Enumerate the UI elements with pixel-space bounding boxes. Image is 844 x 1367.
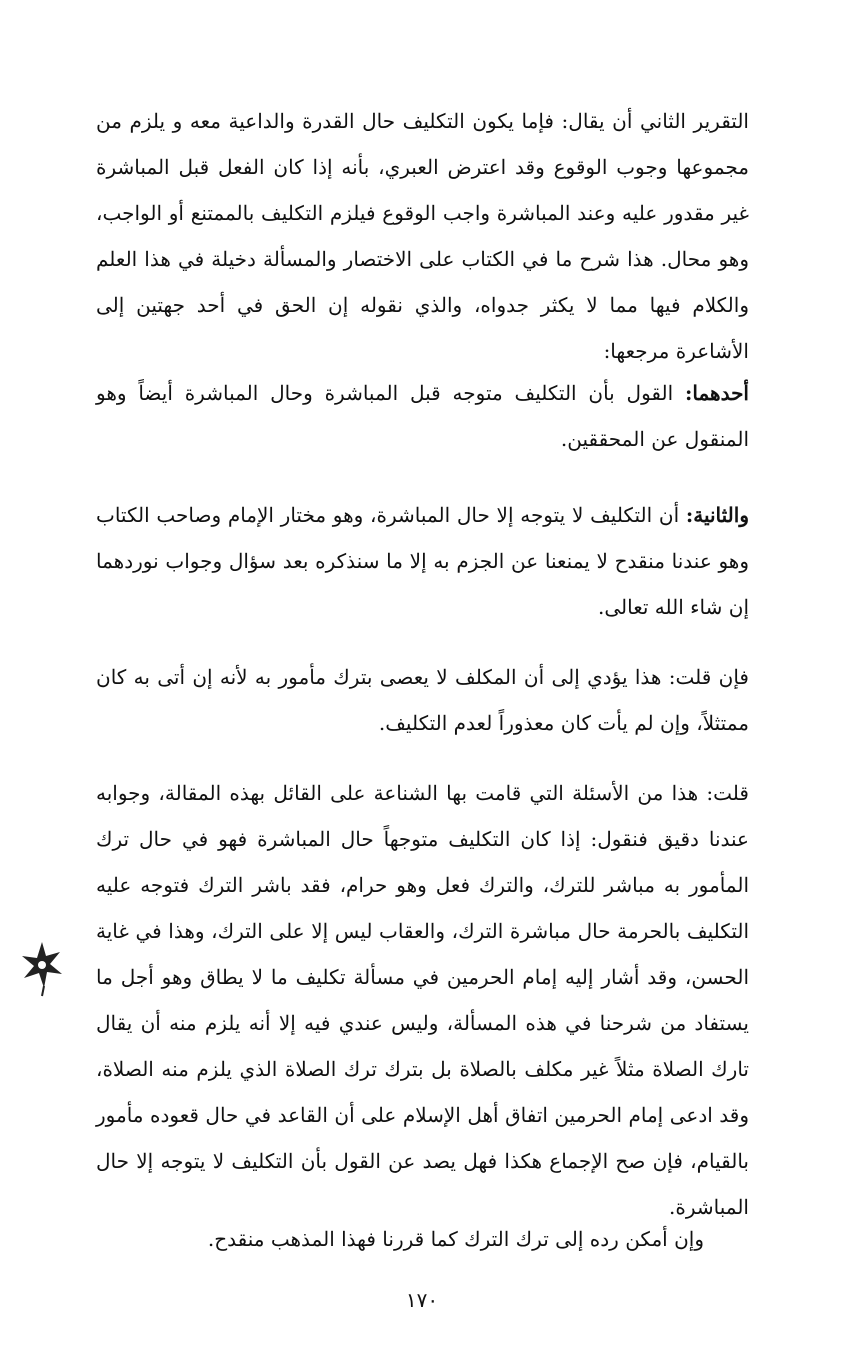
paragraph-first-view (96, 370, 749, 462)
paragraph-second-view (96, 492, 749, 630)
paragraph-text: القول بأن التكليف متوجه قبل المباشرة وحال المباشرة أيضاً وهو المنقول عن المحققين. (96, 381, 749, 451)
paragraph-conclusion (104, 1216, 704, 1262)
paragraph-reply (96, 770, 749, 1230)
paragraph-text: وإن أمكن رده إلى ترك الترك كما قررنا فهذا المذهب منقدح. (207, 1227, 704, 1251)
paragraph-second-argument (96, 98, 749, 374)
page-number: ١٧٠ (405, 1288, 439, 1312)
paragraph-text: قلت: هذا من الأسئلة التي قامت بها الشناعة على القائل بهذه المقالة، وجوابه عندنا دقيق فنقول: إذا كان التكليف متوجهاً حال المباشرة فهو في حال ترك المأمور به مباشر للترك، والترك فعل وهو حرام، فقد باشر الترك فتوجه عليه التكليف بالحرمة حال مباشرة الترك، والعقاب ليس إلا على الترك، وهذا في غاية الحسن، وقد أشار إليه إمام الحرمين في مسألة تكليف ما لا يطاق وهو أجل ما يستفاد من شرحنا في هذه المسألة، وليس عندي فيه إلا أنه يلزم منه أن يقال تارك الصلاة مثلاً غير مكلف بالصلاة بل بترك ترك الصلاة الذي يلزم منه الصلاة، وقد ادعى إمام الحرمين اتفاق أهل الإسلام على أن القاعد في حال قعوده مأمور بالقيام، فإن صح الإجماع هكذا فهل يصد عن القول بأن التكليف لا يتوجه إلا حال المباشرة. (96, 781, 749, 1219)
margin-ornament-icon (18, 938, 66, 998)
paragraph-text: التقرير الثاني أن يقال: فإما يكون التكليف حال القدرة والداعية معه و يلزم من مجموعها وجوب الوقوع وقد اعترض العبري، بأنه إذا كان الفعل قبل المباشرة غير مقدور عليه وعند المباشرة واجب الوقوع فيلزم التكليف بالممتنع أو الواجب، وهو محال. هذا شرح ما في الكتاب على الاختصار والمسألة دخيلة في هذا العلم والكلام فيها مما لا يكثر جدواه، والذي نقوله إن الحق في أحد جهتين إلى الأشاعرة مرجعها: (96, 109, 749, 363)
paragraph-text: فإن قلت: هذا يؤدي إلى أن المكلف لا يعصى بترك مأمور به لأنه إن أتى به كان ممتثلاً، وإن لم يأت كان معذوراً لعدم التكليف. (96, 665, 749, 735)
paragraph-objection (96, 654, 749, 746)
paragraph-lead: والثانية: (685, 503, 749, 527)
paragraph-lead: أحدهما: (684, 381, 749, 405)
paragraph-text: أن التكليف لا يتوجه إلا حال المباشرة، وهو مختار الإمام وصاحب الكتاب وهو عندنا منقدح لا يمنعنا عن الجزم به إلا ما سنذكره بعد سؤال وجواب نوردهما إن شاء الله تعالى. (96, 503, 749, 619)
